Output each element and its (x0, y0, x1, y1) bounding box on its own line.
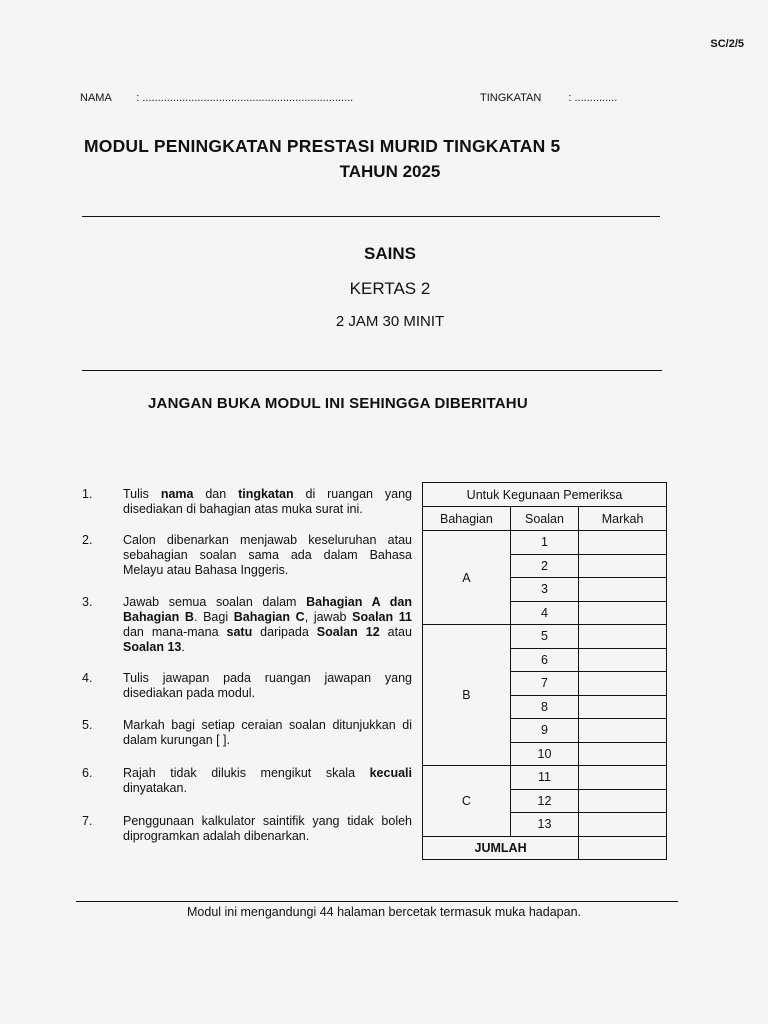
instruction-number: 3. (82, 595, 93, 609)
exam-duration: 2 JAM 30 MINIT (335, 313, 445, 330)
instruction-item (82, 814, 412, 844)
section-cell: B (423, 625, 511, 766)
marks-cell (579, 625, 667, 649)
marks-cell (579, 672, 667, 696)
form-field-row (480, 92, 617, 104)
section-cell: A (423, 531, 511, 625)
total-label: JUMLAH (423, 836, 579, 860)
page-count-note: Modul ini mengandungi 44 halaman bercetak termasuk muka hadapan. (187, 905, 581, 919)
do-not-open-warning: JANGAN BUKA MODUL INI SEHINGGA DIBERITAHU (148, 395, 528, 412)
total-row (423, 836, 667, 860)
marks-cell (579, 813, 667, 837)
marks-cell (579, 719, 667, 743)
form-label: TINGKATAN (480, 92, 542, 104)
table-row (423, 625, 667, 649)
instruction-item (82, 533, 412, 578)
table-row (423, 531, 667, 555)
name-label: NAMA (80, 92, 112, 104)
instruction-text: Tulis jawapan pada ruangan jawapan yang disediakan pada modul. (123, 671, 412, 700)
question-number-cell: 13 (510, 813, 578, 837)
instruction-number: 6. (82, 766, 93, 780)
instruction-item (82, 595, 412, 655)
marks-cell (579, 695, 667, 719)
question-number-cell: 10 (510, 742, 578, 766)
question-number-cell: 12 (510, 789, 578, 813)
instruction-number: 1. (82, 487, 93, 501)
marks-cell (579, 578, 667, 602)
instruction-number: 7. (82, 814, 93, 828)
instruction-text: Penggunaan kalkulator saintifik yang tidak boleh diprogramkan adalah dibenarkan. (123, 814, 412, 843)
question-number-cell: 4 (510, 601, 578, 625)
instruction-item (82, 766, 412, 796)
document-code: SC/2/5 (710, 38, 744, 50)
table-caption: Untuk Kegunaan Pemeriksa (423, 483, 667, 507)
instruction-number: 5. (82, 718, 93, 732)
instruction-number: 2. (82, 533, 93, 547)
section-cell: C (423, 766, 511, 837)
marks-cell (579, 531, 667, 555)
question-number-cell: 8 (510, 695, 578, 719)
question-number-cell: 9 (510, 719, 578, 743)
marks-cell (579, 554, 667, 578)
name-field-row (80, 92, 353, 104)
total-marks-cell (579, 836, 667, 860)
paper-number: KERTAS 2 (349, 279, 431, 298)
module-year: TAHUN 2025 (339, 162, 441, 181)
divider-top (82, 216, 660, 217)
marks-cell (579, 742, 667, 766)
column-header-question: Soalan (510, 507, 578, 531)
instruction-text: Tulis nama dan tingkatan di ruangan yang disediakan di bahagian atas muka surat ini. (123, 487, 412, 516)
form-blank: : .............. (568, 92, 618, 104)
instruction-number: 4. (82, 671, 93, 685)
question-number-cell: 11 (510, 766, 578, 790)
instruction-item (82, 671, 412, 701)
name-blank: : ..................................................................... (136, 92, 354, 104)
instruction-text: Rajah tidak dilukis mengikut skala kecuali dinyatakan. (123, 766, 412, 795)
instruction-item (82, 718, 412, 748)
question-number-cell: 1 (510, 531, 578, 555)
divider-middle (82, 370, 662, 371)
instruction-item (82, 487, 412, 517)
subject-title: SAINS (364, 244, 416, 263)
marks-cell (579, 766, 667, 790)
marks-cell (579, 648, 667, 672)
examiner-use-table (422, 482, 667, 860)
column-header-section: Bahagian (423, 507, 511, 531)
marks-cell (579, 601, 667, 625)
instruction-text: Jawab semua soalan dalam Bahagian A dan Bahagian B. Bagi Bahagian C, jawab Soalan 11 dan mana-mana satu daripada Soalan 12 atau Soalan 13. (123, 595, 412, 654)
question-number-cell: 3 (510, 578, 578, 602)
module-title: MODUL PENINGKATAN PRESTASI MURID TINGKATAN 5 (84, 136, 561, 156)
column-header-marks: Markah (579, 507, 667, 531)
marks-cell (579, 789, 667, 813)
question-number-cell: 2 (510, 554, 578, 578)
question-number-cell: 7 (510, 672, 578, 696)
instruction-text: Calon dibenarkan menjawab keseluruhan atau sebahagian soalan sama ada dalam Bahasa Melayu atau Bahasa Inggeris. (123, 533, 412, 577)
table-row (423, 766, 667, 790)
instruction-text: Markah bagi setiap ceraian soalan ditunjukkan di dalam kurungan [ ]. (123, 718, 412, 747)
question-number-cell: 6 (510, 648, 578, 672)
divider-bottom (76, 901, 678, 902)
question-number-cell: 5 (510, 625, 578, 649)
